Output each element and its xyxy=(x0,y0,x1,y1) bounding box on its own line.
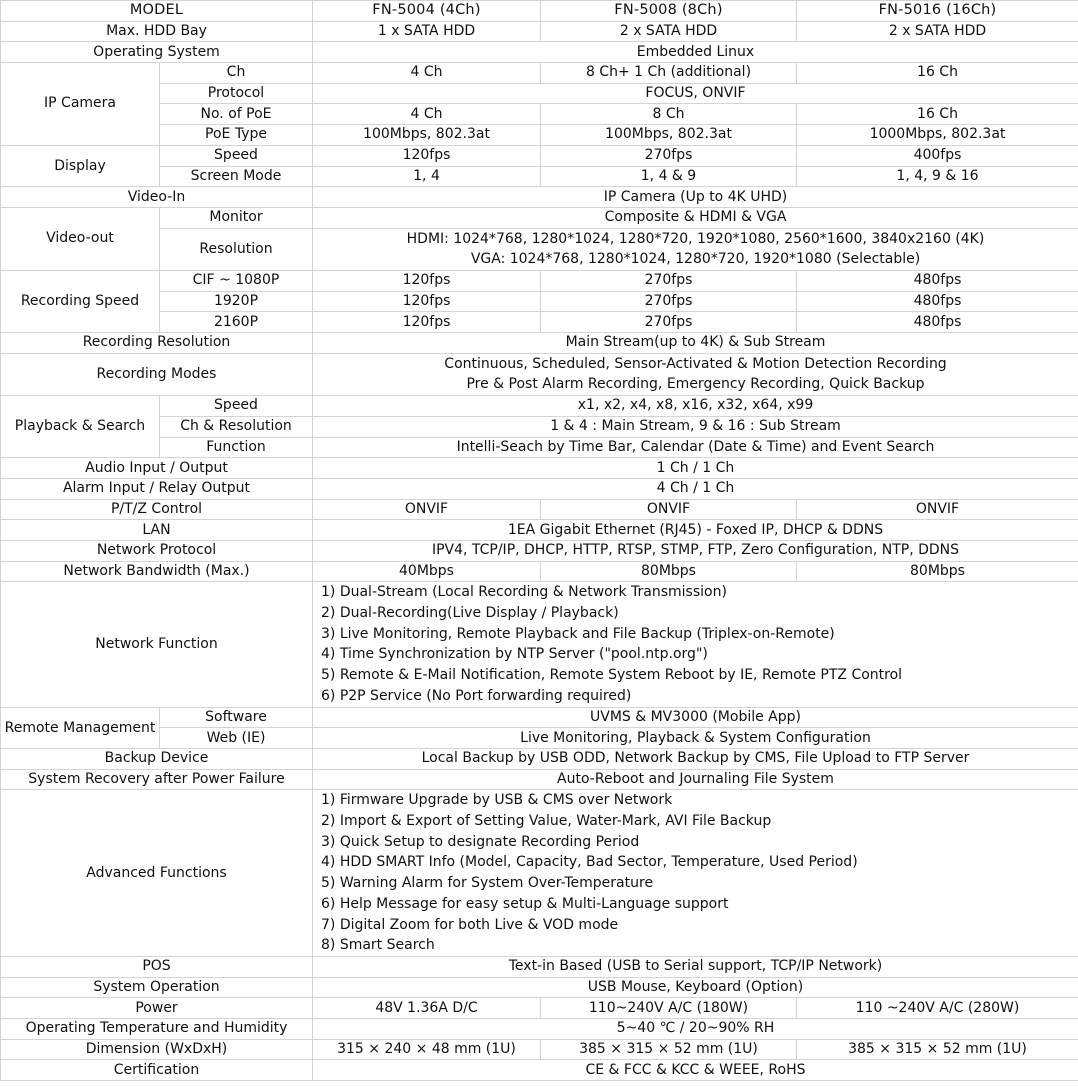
row-network-bandwidth xyxy=(1,561,1078,582)
list-item: 5) Remote & E-Mail Notification, Remote System Reboot by IE, Remote PTZ Control xyxy=(321,667,903,684)
text-line: Pre & Post Alarm Recording, Emergency Recording, Quick Backup xyxy=(466,376,925,393)
spec-value: 80Mbps xyxy=(797,561,1078,582)
row-label: System Recovery after Power Failure xyxy=(1,769,313,790)
sub-label: Screen Mode xyxy=(160,166,313,187)
row-os xyxy=(1,42,1078,63)
row-label: System Operation xyxy=(1,977,313,998)
spec-value: 16 Ch xyxy=(797,104,1078,125)
row-display-speed xyxy=(1,145,1078,166)
header-row xyxy=(1,1,1078,22)
row-recording-speed xyxy=(1,270,1078,291)
spec-value: 400fps xyxy=(797,145,1078,166)
spec-value: Main Stream(up to 4K) & Sub Stream xyxy=(313,333,1078,354)
group-label: IP Camera xyxy=(1,63,160,146)
spec-value: Intelli-Seach by Time Bar, Calendar (Date & Time) and Event Search xyxy=(313,437,1078,458)
spec-value: 2 x SATA HDD xyxy=(797,21,1078,42)
row-label: Network Bandwidth (Max.) xyxy=(1,561,313,582)
row-network-function xyxy=(1,582,1078,707)
row-operating-temperature xyxy=(1,1018,1078,1039)
model-fn-5016: FN-5016 (16Ch) xyxy=(797,1,1078,22)
spec-value: 270fps xyxy=(541,291,797,312)
sub-label: Monitor xyxy=(160,207,313,228)
spec-value: Text-in Based (USB to Serial support, TCP/IP Network) xyxy=(313,956,1078,977)
sub-label: CIF ~ 1080P xyxy=(160,270,313,291)
spec-value: CE & FCC & KCC & WEEE, RoHS xyxy=(313,1060,1078,1081)
row-playback-ch-resolution xyxy=(1,416,1078,437)
spec-value: ONVIF xyxy=(797,499,1078,520)
spec-value: FOCUS, ONVIF xyxy=(313,83,1078,104)
row-label: Power xyxy=(1,998,313,1019)
list-item: 4) HDD SMART Info (Model, Capacity, Bad Sector, Temperature, Used Period) xyxy=(321,854,858,871)
spec-value: 100Mbps, 802.3at xyxy=(313,125,541,146)
row-label: POS xyxy=(1,956,313,977)
spec-value: 1EA Gigabit Ethernet (RJ45) - Foxed IP, DHCP & DDNS xyxy=(313,520,1078,541)
spec-value: Auto-Reboot and Journaling File System xyxy=(313,769,1078,790)
spec-value: 1, 4 xyxy=(313,166,541,187)
row-lan xyxy=(1,520,1078,541)
spec-value: 315 × 240 × 48 mm (1U) xyxy=(313,1039,541,1060)
text-line: Continuous, Scheduled, Sensor-Activated & Motion Detection Recording xyxy=(444,355,947,372)
row-pos xyxy=(1,956,1078,977)
spec-value: IP Camera (Up to 4K UHD) xyxy=(313,187,1078,208)
spec-value: 1 x SATA HDD xyxy=(313,21,541,42)
row-video-in xyxy=(1,187,1078,208)
spec-value: 120fps xyxy=(313,145,541,166)
row-recording-modes xyxy=(1,353,1078,395)
group-label: Recording Speed xyxy=(1,270,160,332)
spec-value: 4 Ch / 1 Ch xyxy=(313,478,1078,499)
spec-value xyxy=(313,353,1078,395)
spec-value: 270fps xyxy=(541,312,797,333)
group-label: Playback & Search xyxy=(1,396,160,458)
sub-label: Protocol xyxy=(160,83,313,104)
spec-value: 120fps xyxy=(313,291,541,312)
feature-list xyxy=(313,790,1078,957)
spec-value: 16 Ch xyxy=(797,63,1078,84)
spec-value: 385 × 315 × 52 mm (1U) xyxy=(797,1039,1078,1060)
row-playback-speed xyxy=(1,396,1078,417)
spec-value: Embedded Linux xyxy=(313,42,1078,63)
model-fn-5004: FN-5004 (4Ch) xyxy=(313,1,541,22)
row-audio xyxy=(1,458,1078,479)
spec-value: 4 Ch xyxy=(313,104,541,125)
spec-value: 480fps xyxy=(797,270,1078,291)
spec-value: 1 Ch / 1 Ch xyxy=(313,458,1078,479)
spec-value: 100Mbps, 802.3at xyxy=(541,125,797,146)
spec-value: USB Mouse, Keyboard (Option) xyxy=(313,977,1078,998)
spec-value: 5~40 ℃ / 20~90% RH xyxy=(313,1018,1078,1039)
spec-value: 80Mbps xyxy=(541,561,797,582)
row-ip-camera-ch xyxy=(1,63,1078,84)
row-ptz xyxy=(1,499,1078,520)
spec-value: 480fps xyxy=(797,291,1078,312)
spec-value: Composite & HDMI & VGA xyxy=(313,207,1078,228)
spec-value: 8 Ch xyxy=(541,104,797,125)
spec-value: x1, x2, x4, x8, x16, x32, x64, x99 xyxy=(313,396,1078,417)
sub-label: Ch xyxy=(160,63,313,84)
spec-value: 48V 1.36A D/C xyxy=(313,998,541,1019)
text-line: HDMI: 1024*768, 1280*1024, 1280*720, 1920*1080, 2560*1600, 3840x2160 (4K) xyxy=(406,230,985,247)
row-remote-web xyxy=(1,728,1078,749)
row-label: Audio Input / Output xyxy=(1,458,313,479)
sub-label: Speed xyxy=(160,145,313,166)
group-label: Display xyxy=(1,145,160,186)
row-recording-speed xyxy=(1,291,1078,312)
spec-value: Live Monitoring, Playback & System Configuration xyxy=(313,728,1078,749)
sub-label: Software xyxy=(160,707,313,728)
row-label: Operating Temperature and Humidity xyxy=(1,1018,313,1039)
sub-label: 1920P xyxy=(160,291,313,312)
spec-value: 120fps xyxy=(313,312,541,333)
sub-label: Speed xyxy=(160,396,313,417)
sub-label: PoE Type xyxy=(160,125,313,146)
group-label: Remote Management xyxy=(1,707,160,748)
spec-value: 120fps xyxy=(313,270,541,291)
row-label: Advanced Functions xyxy=(1,790,313,957)
sub-label: 2160P xyxy=(160,312,313,333)
text-line: VGA: 1024*768, 1280*1024, 1280*720, 1920*1080 (Selectable) xyxy=(470,251,921,268)
list-item: 8) Smart Search xyxy=(321,937,435,954)
row-ip-camera-protocol xyxy=(1,83,1078,104)
list-item: 3) Quick Setup to designate Recording Period xyxy=(321,833,640,850)
row-label: Video-In xyxy=(1,187,313,208)
spec-value: ONVIF xyxy=(313,499,541,520)
row-remote-software xyxy=(1,707,1078,728)
row-recording-resolution xyxy=(1,333,1078,354)
spec-value: ONVIF xyxy=(541,499,797,520)
row-system-recovery xyxy=(1,769,1078,790)
spec-value: 1000Mbps, 802.3at xyxy=(797,125,1078,146)
row-recording-speed xyxy=(1,312,1078,333)
list-item: 2) Import & Export of Setting Value, Water-Mark, AVI File Backup xyxy=(321,812,772,829)
sub-label: Function xyxy=(160,437,313,458)
row-dimension xyxy=(1,1039,1078,1060)
spec-value: 270fps xyxy=(541,270,797,291)
sub-label: Web (IE) xyxy=(160,728,313,749)
row-playback-function xyxy=(1,437,1078,458)
list-item: 7) Digital Zoom for both Live & VOD mode xyxy=(321,916,619,933)
spec-value: 1, 4 & 9 xyxy=(541,166,797,187)
list-item: 5) Warning Alarm for System Over-Temperature xyxy=(321,875,654,892)
row-label: LAN xyxy=(1,520,313,541)
spec-value: 110~240V A/C (180W) xyxy=(541,998,797,1019)
spec-value: Local Backup by USB ODD, Network Backup by CMS, File Upload to FTP Server xyxy=(313,748,1078,769)
row-system-operation xyxy=(1,977,1078,998)
model-fn-5008: FN-5008 (8Ch) xyxy=(541,1,797,22)
row-ip-camera-poe-type xyxy=(1,125,1078,146)
spec-value: 1 & 4 : Main Stream, 9 & 16 : Sub Stream xyxy=(313,416,1078,437)
row-advanced-functions xyxy=(1,790,1078,957)
sub-label: Resolution xyxy=(160,228,313,270)
list-item: 1) Dual-Stream (Local Recording & Network Transmission) xyxy=(321,584,727,601)
row-video-out-monitor xyxy=(1,207,1078,228)
row-max-hdd xyxy=(1,21,1078,42)
model-header: MODEL xyxy=(1,1,313,22)
row-power xyxy=(1,998,1078,1019)
row-network-protocol xyxy=(1,540,1078,561)
row-label: Recording Modes xyxy=(1,353,313,395)
row-label: P/T/Z Control xyxy=(1,499,313,520)
sub-label: No. of PoE xyxy=(160,104,313,125)
spec-value: 110 ~240V A/C (280W) xyxy=(797,998,1078,1019)
group-label: Video-out xyxy=(1,207,160,270)
spec-value: 480fps xyxy=(797,312,1078,333)
row-label: Backup Device xyxy=(1,748,313,769)
list-item: 4) Time Synchronization by NTP Server ("pool.ntp.org") xyxy=(321,646,708,663)
spec-value: 8 Ch+ 1 Ch (additional) xyxy=(541,63,797,84)
list-item: 1) Firmware Upgrade by USB & CMS over Network xyxy=(321,792,673,809)
spec-value: 4 Ch xyxy=(313,63,541,84)
row-video-out-resolution xyxy=(1,228,1078,270)
spec-value: 270fps xyxy=(541,145,797,166)
row-label: Operating System xyxy=(1,42,313,63)
row-ip-camera-poe xyxy=(1,104,1078,125)
list-item: 6) P2P Service (No Port forwarding required) xyxy=(321,687,632,704)
row-label: Recording Resolution xyxy=(1,333,313,354)
row-certification xyxy=(1,1060,1078,1081)
row-label: Network Function xyxy=(1,582,313,707)
list-item: 3) Live Monitoring, Remote Playback and File Backup (Triplex-on-Remote) xyxy=(321,625,835,642)
row-display-screen-mode xyxy=(1,166,1078,187)
feature-list xyxy=(313,582,1078,707)
list-item: 6) Help Message for easy setup & Multi-Language support xyxy=(321,895,729,912)
spec-value: 1, 4, 9 & 16 xyxy=(797,166,1078,187)
row-alarm xyxy=(1,478,1078,499)
row-label: Dimension (WxDxH) xyxy=(1,1039,313,1060)
spec-value: IPV4, TCP/IP, DHCP, HTTP, RTSP, STMP, FTP, Zero Configuration, NTP, DDNS xyxy=(313,540,1078,561)
spec-value xyxy=(313,228,1078,270)
spec-value: 385 × 315 × 52 mm (1U) xyxy=(541,1039,797,1060)
row-label: Alarm Input / Relay Output xyxy=(1,478,313,499)
row-label: Network Protocol xyxy=(1,540,313,561)
spec-value: UVMS & MV3000 (Mobile App) xyxy=(313,707,1078,728)
row-label: Max. HDD Bay xyxy=(1,21,313,42)
list-item: 2) Dual-Recording(Live Display / Playback) xyxy=(321,605,619,622)
spec-value: 40Mbps xyxy=(313,561,541,582)
sub-label: Ch & Resolution xyxy=(160,416,313,437)
row-backup-device xyxy=(1,748,1078,769)
row-label: Certification xyxy=(1,1060,313,1081)
spec-value: 2 x SATA HDD xyxy=(541,21,797,42)
